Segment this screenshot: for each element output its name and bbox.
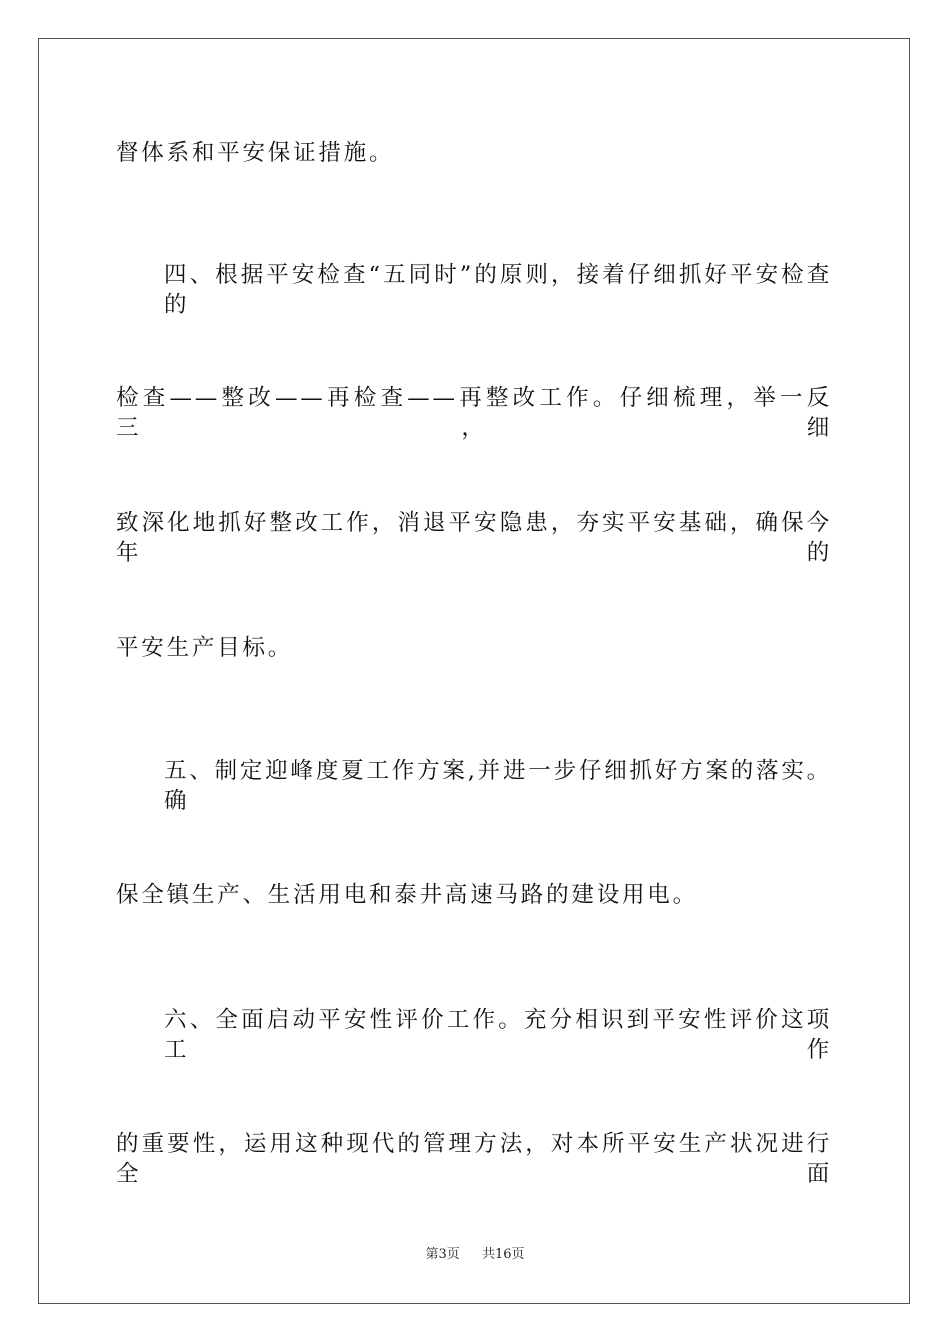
- page-number: 第3页: [425, 1247, 460, 1262]
- body-line-2: 四、根据平安检查“五同时”的原则，接着仔细抓好平安检查的: [164, 262, 832, 318]
- body-line-9: 的重要性，运用这种现代的管理方法，对本所平安生产状况进行全面: [116, 1131, 832, 1187]
- body-line-5: 平安生产目标。: [116, 635, 294, 661]
- body-line-1: 督体系和平安保证措施。: [116, 140, 395, 166]
- page-total: 共16页: [482, 1247, 525, 1262]
- body-line-3: 检查——整改——再检查——再整改工作。仔细梳理，举一反三，细: [116, 385, 832, 441]
- page-border: [38, 38, 910, 1304]
- body-line-8: 六、全面启动平安性评价工作。充分相识到平安性评价这项工作: [164, 1007, 832, 1063]
- body-line-6: 五、制定迎峰度夏工作方案,并进一步仔细抓好方案的落实。确: [164, 758, 832, 814]
- page-footer: [0, 1246, 950, 1264]
- body-line-4: 致深化地抓好整改工作，消退平安隐患，夯实平安基础，确保今年的: [116, 510, 832, 566]
- body-line-7: 保全镇生产、生活用电和泰井高速马路的建设用电。: [116, 882, 698, 908]
